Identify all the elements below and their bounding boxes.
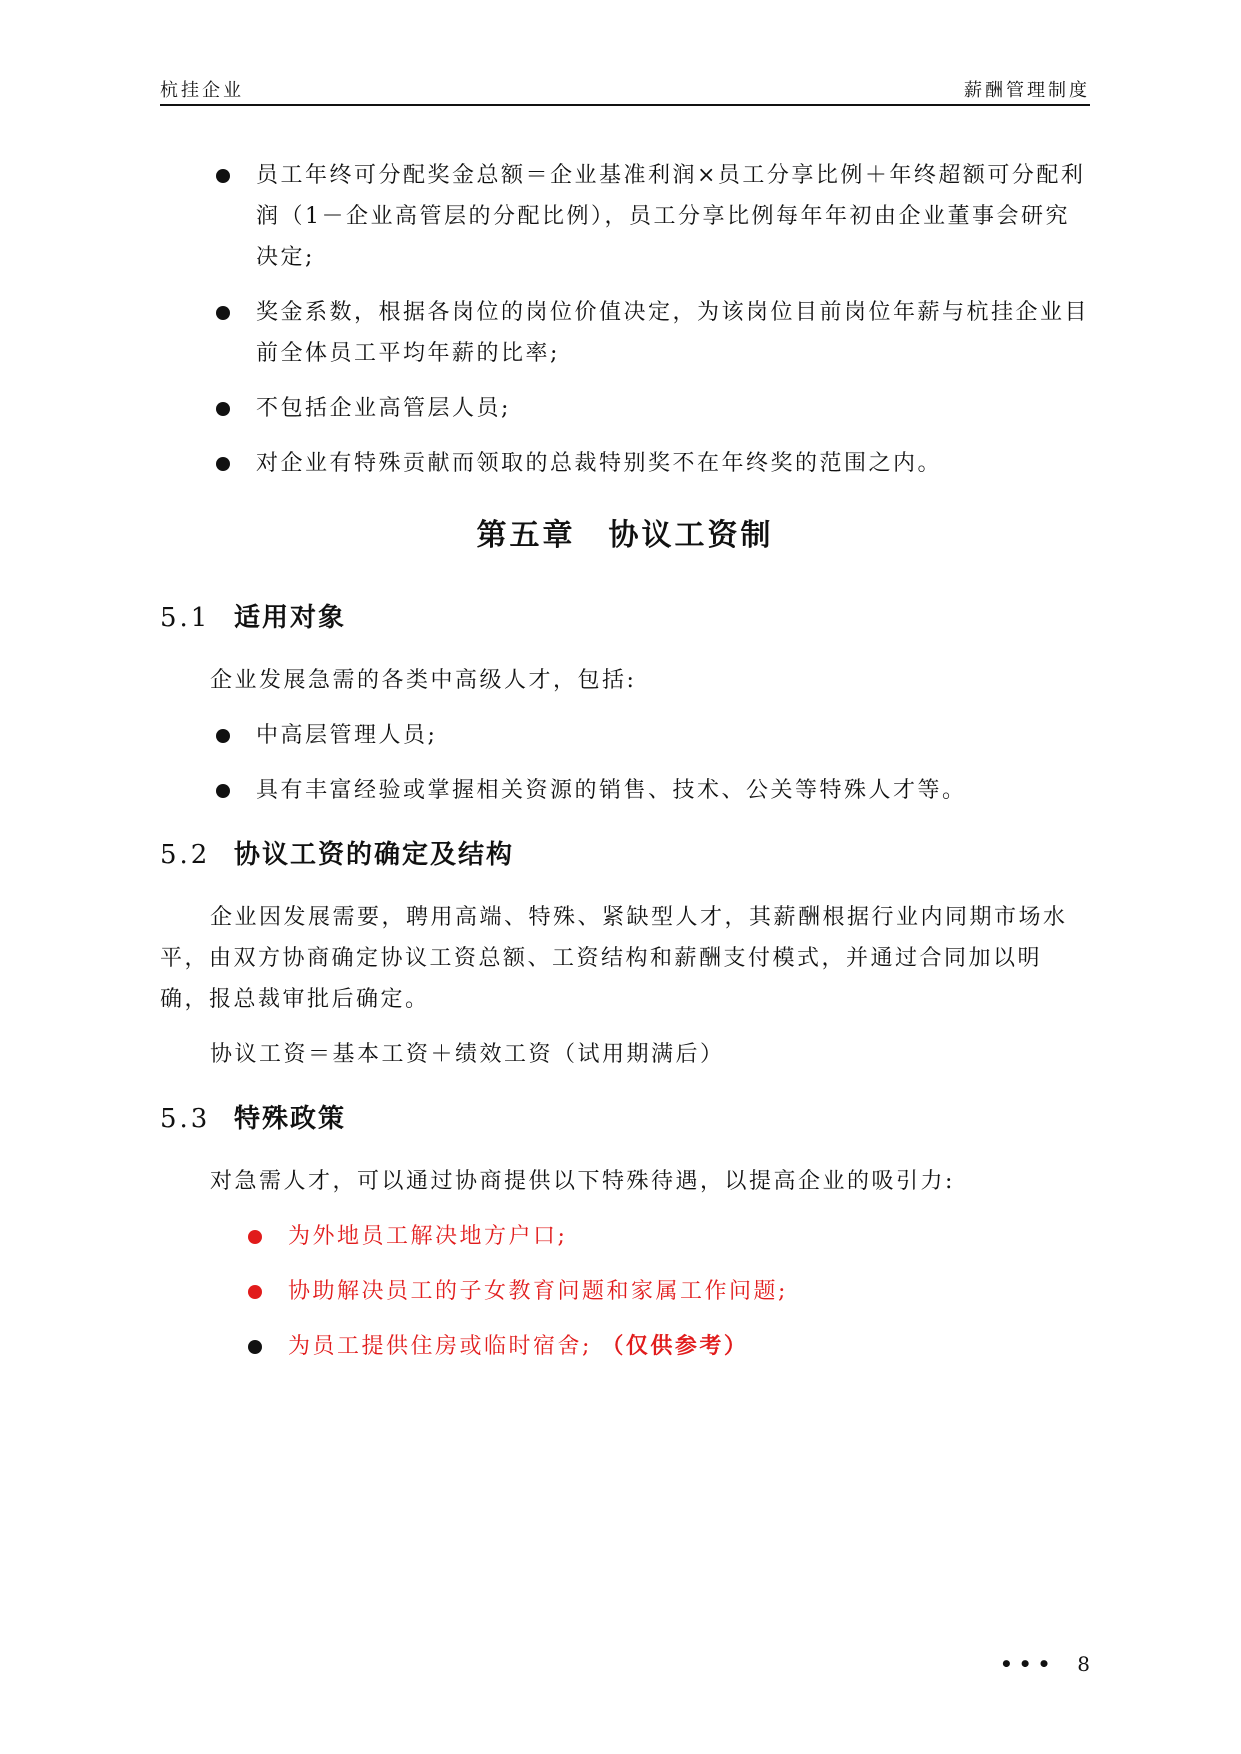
- section-intro: 企业发展急需的各类中高级人才，包括:: [210, 668, 637, 693]
- list-item: [160, 155, 1090, 278]
- bullet-dot-icon: [248, 1285, 262, 1299]
- bullet-dot-icon: [216, 457, 230, 471]
- section-number: 5.3: [160, 1104, 211, 1134]
- bullet-dot-icon: [216, 784, 230, 798]
- bullet-dot-icon: [248, 1230, 262, 1244]
- list-item-text: 为外地员工解决地方户口;: [288, 1224, 568, 1249]
- bullet-dot-icon: [248, 1340, 262, 1354]
- section-title: 协议工资的确定及结构: [234, 840, 515, 870]
- list-item: [160, 715, 1090, 756]
- section-title: 适用对象: [234, 603, 347, 633]
- header-doc-title: 薪酬管理制度: [964, 80, 1090, 101]
- header-rule: [160, 104, 1090, 106]
- reference-note: （仅供参考）: [601, 1333, 749, 1359]
- list-item: [160, 770, 1090, 811]
- list-item: [160, 1326, 1090, 1367]
- section-heading-5-3: [160, 1099, 1090, 1139]
- list-item-text: 奖金系数，根据各岗位的岗位价值决定，为该岗位目前岗位年薪与杭挂企业目前全体员工平均年薪的比率;: [256, 300, 1090, 366]
- list-item-text: 中高层管理人员;: [256, 723, 438, 748]
- list-item-text: 为员工提供住房或临时宿舍;: [288, 1334, 592, 1359]
- list-item-text: 对企业有特殊贡献而领取的总裁特别奖不在年终奖的范围之内。: [256, 451, 943, 476]
- header-company: 杭挂企业: [160, 80, 244, 101]
- bullet-dot-icon: [216, 729, 230, 743]
- footer-dots: •••: [1000, 1652, 1057, 1676]
- section-paragraph: 企业因发展需要，聘用高端、特殊、紧缺型人才，其薪酬根据行业内同期市场水平，由双方协商确定协议工资总额、工资结构和薪酬支付模式，并通过合同加以明确，报总裁审批后确定。: [160, 905, 1068, 1012]
- list-item: [160, 1216, 1090, 1257]
- bullet-dot-icon: [216, 169, 230, 183]
- list-item: [160, 1271, 1090, 1312]
- list-item: [160, 388, 1090, 429]
- list-item-text: 不包括企业高管层人员;: [256, 396, 511, 421]
- page-content: [160, 155, 1090, 1381]
- section-heading-5-1: [160, 598, 1090, 638]
- chapter-title: 第五章 协议工资制: [476, 518, 774, 553]
- list-item: [160, 292, 1090, 374]
- formula-text: 协议工资＝基本工资＋绩效工资（试用期满后）: [210, 1042, 725, 1067]
- page-number: 8: [1077, 1652, 1090, 1676]
- bullet-dot-icon: [216, 306, 230, 320]
- section-title: 特殊政策: [234, 1104, 347, 1134]
- section-intro: 对急需人才，可以通过协商提供以下特殊待遇，以提高企业的吸引力:: [210, 1169, 955, 1194]
- list-item: [160, 443, 1090, 484]
- section-heading-5-2: [160, 835, 1090, 875]
- section-number: 5.1: [160, 603, 211, 633]
- list-item-text: 员工年终可分配奖金总额＝企业基准利润×员工分享比例＋年终超额可分配利润（1－企业高管层的分配比例），员工分享比例每年年初由企业董事会研究决定;: [256, 163, 1086, 270]
- bullet-dot-icon: [216, 402, 230, 416]
- page-footer: [1000, 1652, 1090, 1682]
- list-item-text: 协助解决员工的子女教育问题和家属工作问题;: [288, 1279, 788, 1304]
- list-item-text: 具有丰富经验或掌握相关资源的销售、技术、公关等特殊人才等。: [256, 778, 967, 803]
- section-number: 5.2: [160, 840, 211, 870]
- page-header: [160, 76, 1090, 104]
